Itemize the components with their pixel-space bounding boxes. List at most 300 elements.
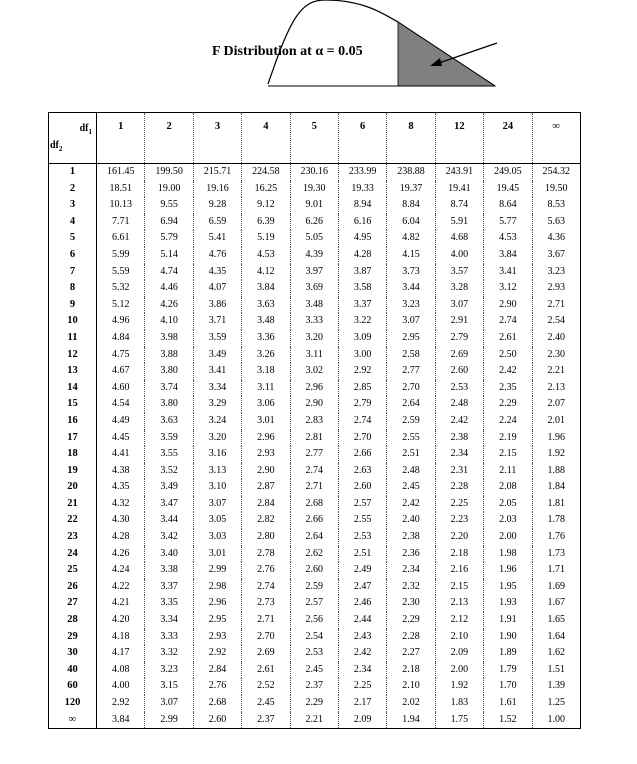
table-cell: 3.84 [484,247,532,264]
figure-title: F Distribution at α = 0.05 [212,44,363,59]
table-cell: 2.34 [338,662,386,679]
table-cell: 6.04 [387,214,435,231]
table-cell: 2.87 [242,479,290,496]
table-cell: 4.53 [242,247,290,264]
table-cell: 3.09 [338,330,386,347]
table-cell: 4.60 [97,380,145,397]
table-cell: 1.73 [547,547,565,559]
table-cell: 4.07 [193,280,241,297]
table-cell: 2.48 [435,396,483,413]
table-cell: 2.71 [290,479,338,496]
row-header: 14 [49,380,97,397]
table-cell: 1.69 [547,580,565,592]
table-cell: 2.44 [338,612,386,629]
table-cell: 3.41 [193,363,241,380]
table-row [49,164,581,181]
table-cell: 2.58 [387,347,435,364]
table-cell: 2.51 [338,546,386,563]
table-cell: 2.40 [547,331,565,343]
table-cell: 2.28 [435,479,483,496]
table-cell: 2.79 [435,330,483,347]
table-cell: 3.35 [145,595,193,612]
table-row [49,363,581,380]
table-row [49,430,581,447]
table-cell: 5.63 [547,215,565,227]
table-cell: 3.52 [145,463,193,480]
table-cell: 2.91 [435,313,483,330]
table-cell: 4.12 [242,264,290,281]
table-cell: 2.93 [547,282,565,294]
table-cell: 3.07 [387,313,435,330]
row-header: 1 [49,164,97,181]
table-cell: 2.54 [290,629,338,646]
table-cell: 4.15 [387,247,435,264]
table-cell: 2.07 [547,398,565,410]
table-cell: 3.16 [193,446,241,463]
table-cell: 2.31 [435,463,483,480]
table-cell: 1.81 [547,497,565,509]
header-row [49,113,581,164]
table-cell: 4.10 [145,313,193,330]
table-cell: 4.68 [435,230,483,247]
table-cell: 2.10 [387,678,435,695]
table-row [49,413,581,430]
table-cell: 10.13 [97,197,145,214]
table-row [49,247,581,264]
table-cell: 3.24 [193,413,241,430]
table-cell: 3.23 [547,265,565,277]
table-cell: 3.07 [145,695,193,712]
table-row [49,280,581,297]
row-header: 29 [49,629,97,646]
table-cell: 3.80 [145,363,193,380]
table-cell: 2.55 [387,430,435,447]
table-cell: 4.30 [97,512,145,529]
table-cell: 3.12 [484,280,532,297]
table-cell: 3.59 [193,330,241,347]
table-row [49,446,581,463]
table-cell: 2.37 [242,712,290,729]
table-cell: 2.45 [290,662,338,679]
table-cell: 3.74 [145,380,193,397]
table-cell: 2.09 [435,645,483,662]
table-cell: 5.19 [242,230,290,247]
table-cell: 2.60 [193,712,241,729]
table-cell: 2.38 [435,430,483,447]
table-row [49,396,581,413]
table-cell: 2.92 [193,645,241,662]
table-cell: 6.16 [338,214,386,231]
table-cell: 4.95 [338,230,386,247]
table-cell: 233.99 [338,164,386,181]
table-cell: 2.00 [484,529,532,546]
table-cell: 1.71 [547,564,565,576]
table-cell: 19.16 [193,181,241,198]
table-row [49,579,581,596]
table-cell: 238.88 [387,164,435,181]
column-header: ∞ [532,113,580,164]
table-cell: 2.95 [193,612,241,629]
table-cell: 2.66 [290,512,338,529]
table-cell: 3.69 [290,280,338,297]
table-cell: 1.89 [484,645,532,662]
table-cell: 2.78 [242,546,290,563]
table-cell: 2.23 [435,512,483,529]
table-cell: 4.38 [97,463,145,480]
table-cell: 2.42 [387,496,435,513]
table-cell: 3.11 [290,347,338,364]
row-header: 20 [49,479,97,496]
column-header: 24 [484,113,532,164]
table-cell: 4.35 [97,479,145,496]
table-cell: 2.96 [242,430,290,447]
table-cell: 5.32 [97,280,145,297]
table-cell: 3.22 [338,313,386,330]
column-header: 1 [97,113,145,164]
table-cell: 2.29 [290,695,338,712]
table-cell: 6.94 [145,214,193,231]
table-cell: 18.51 [97,181,145,198]
table-cell: 3.38 [145,562,193,579]
table-cell: 2.71 [547,298,565,310]
table-cell: 2.05 [484,496,532,513]
table-cell: 2.95 [387,330,435,347]
table-cell: 2.74 [290,463,338,480]
row-header: 23 [49,529,97,546]
table-cell: 4.35 [193,264,241,281]
table-cell: 4.84 [97,330,145,347]
table-cell: 3.80 [145,396,193,413]
table-cell: 2.30 [387,595,435,612]
table-cell: 2.69 [242,645,290,662]
table-cell: 2.37 [290,678,338,695]
table-cell: 19.30 [290,181,338,198]
table-cell: 5.77 [484,214,532,231]
table-cell: 2.90 [290,396,338,413]
table-cell: 2.32 [387,579,435,596]
table-cell: 8.84 [387,197,435,214]
table-cell: 1.92 [547,448,565,460]
table-cell: 3.34 [145,612,193,629]
table-cell: 4.20 [97,612,145,629]
table-cell: 2.29 [387,612,435,629]
table-cell: 1.79 [484,662,532,679]
table-cell: 1.94 [387,712,435,729]
table-row [49,529,581,546]
table-cell: 2.70 [387,380,435,397]
table-cell: 4.67 [97,363,145,380]
table-cell: 3.42 [145,529,193,546]
table-cell: 2.57 [338,496,386,513]
f-table [48,112,581,729]
table-cell: 2.08 [484,479,532,496]
table-cell: 3.97 [290,264,338,281]
table-cell: 2.42 [435,413,483,430]
table-cell: 2.13 [435,595,483,612]
table-cell: 2.85 [338,380,386,397]
table-cell: 3.73 [387,264,435,281]
table-cell: 1.96 [484,562,532,579]
table-cell: 5.05 [290,230,338,247]
table-cell: 2.83 [290,413,338,430]
table-cell: 3.84 [97,712,145,729]
table-cell: 3.63 [145,413,193,430]
table-cell: 2.27 [387,645,435,662]
table-body [49,164,581,729]
table-cell: 254.32 [542,166,570,177]
table-row [49,264,581,281]
table-cell: 19.45 [484,181,532,198]
row-header: 8 [49,280,97,297]
table-cell: 215.71 [193,164,241,181]
df2-label: $df_2$ [50,140,63,153]
table-cell: 2.60 [290,562,338,579]
table-cell: 1.51 [547,663,565,675]
row-header: 17 [49,430,97,447]
table-cell: 3.34 [193,380,241,397]
table-cell: 2.25 [338,678,386,695]
table-cell: 1.88 [547,464,565,476]
row-header: 11 [49,330,97,347]
table-cell: 9.28 [193,197,241,214]
table-cell: 2.15 [435,579,483,596]
table-row [49,463,581,480]
row-header: 19 [49,463,97,480]
table-cell: 5.79 [145,230,193,247]
table-cell: 2.84 [193,662,241,679]
row-header: ∞ [49,712,97,729]
table-cell: 1.52 [484,712,532,729]
table-cell: 3.06 [242,396,290,413]
table-cell: 2.03 [484,512,532,529]
row-header: 28 [49,612,97,629]
table-cell: 5.91 [435,214,483,231]
table-cell: 4.17 [97,645,145,662]
table-cell: 3.57 [435,264,483,281]
table-cell: 2.90 [242,463,290,480]
table-cell: 3.23 [387,297,435,314]
table-cell: 4.26 [97,546,145,563]
row-header: 5 [49,230,97,247]
row-header: 25 [49,562,97,579]
table-cell: 19.50 [544,182,568,194]
table-cell: 6.61 [97,230,145,247]
table-cell: 2.49 [338,562,386,579]
table-cell: 5.12 [97,297,145,314]
table-cell: 5.14 [145,247,193,264]
table-cell: 3.67 [547,248,565,260]
table-cell: 2.13 [547,381,565,393]
row-header: 16 [49,413,97,430]
table-cell: 5.59 [97,264,145,281]
table-cell: 2.29 [484,396,532,413]
table-cell: 3.86 [193,297,241,314]
table-cell: 2.64 [290,529,338,546]
column-header: 12 [435,113,483,164]
table-cell: 4.54 [97,396,145,413]
table-cell: 4.36 [547,232,565,244]
table-cell: 230.16 [290,164,338,181]
table-cell: 8.94 [338,197,386,214]
table-cell: 19.33 [338,181,386,198]
table-row [49,479,581,496]
table-cell: 3.84 [242,280,290,297]
row-header: 2 [49,181,97,198]
table-cell: 2.69 [435,347,483,364]
corner-cell [49,113,97,164]
table-cell: 2.70 [242,629,290,646]
table-cell: 8.74 [435,197,483,214]
table-cell: 2.21 [290,712,338,729]
table-cell: 3.63 [242,297,290,314]
table-cell: 2.18 [387,662,435,679]
table-cell: 2.59 [290,579,338,596]
table-row [49,629,581,646]
table-cell: 4.82 [387,230,435,247]
table-cell: 1.25 [547,697,565,708]
table-cell: 2.30 [547,348,565,360]
row-header: 27 [49,595,97,612]
table-cell: 2.40 [387,512,435,529]
row-header: 21 [49,496,97,513]
table-row [49,695,581,712]
table-cell: 19.37 [387,181,435,198]
table-cell: 243.91 [435,164,483,181]
row-header: 26 [49,579,97,596]
table-cell: 2.92 [97,695,145,712]
table-cell: 3.01 [242,413,290,430]
table-cell: 2.57 [290,595,338,612]
table-cell: 4.46 [145,280,193,297]
column-header: 3 [193,113,241,164]
table-cell: 3.20 [290,330,338,347]
table-cell: 2.99 [193,562,241,579]
table-cell: 3.01 [193,546,241,563]
table-cell: 2.02 [387,695,435,712]
table-cell: 1.96 [547,431,565,443]
table-cell: 3.37 [338,297,386,314]
table-row [49,330,581,347]
table-cell: 2.92 [338,363,386,380]
table-cell: 2.70 [338,430,386,447]
table-cell: 2.34 [435,446,483,463]
table-row [49,562,581,579]
table-row [49,214,581,231]
table-cell: 7.71 [97,214,145,231]
table-cell: 1.75 [435,712,483,729]
table-cell: 4.39 [290,247,338,264]
column-header: 5 [290,113,338,164]
table-cell: 4.26 [145,297,193,314]
table-cell: 3.33 [290,313,338,330]
table-cell: 1.92 [435,678,483,695]
table-cell: 3.07 [193,496,241,513]
table-cell: 2.61 [484,330,532,347]
table-cell: 2.17 [338,695,386,712]
table-cell: 2.46 [338,595,386,612]
table-cell: 2.45 [242,695,290,712]
table-cell: 8.53 [547,199,565,211]
table-cell: 4.75 [97,347,145,364]
table-cell: 2.24 [484,413,532,430]
table-cell: 2.16 [435,562,483,579]
table-cell: 3.23 [145,662,193,679]
table-row [49,645,581,662]
table-cell: 2.53 [290,645,338,662]
table-cell: 3.33 [145,629,193,646]
row-header: 3 [49,197,97,214]
table-cell: 3.13 [193,463,241,480]
table-cell: 2.52 [242,678,290,695]
table-cell: 4.21 [97,595,145,612]
table-cell: 2.20 [435,529,483,546]
table-row [49,181,581,198]
table-cell: 3.44 [145,512,193,529]
table-cell: 2.74 [484,313,532,330]
table-row [49,678,581,695]
row-header: 22 [49,512,97,529]
table-cell: 3.18 [242,363,290,380]
table-cell: 3.11 [242,380,290,397]
table-row [49,197,581,214]
table-cell: 3.40 [145,546,193,563]
table-cell: 4.53 [484,230,532,247]
table-cell: 4.32 [97,496,145,513]
table-cell: 6.59 [193,214,241,231]
table-cell: 19.00 [145,181,193,198]
table-cell: 3.36 [242,330,290,347]
table-cell: 3.55 [145,446,193,463]
table-cell: 2.47 [338,579,386,596]
table-cell: 2.63 [338,463,386,480]
table-cell: 3.41 [484,264,532,281]
table-cell: 2.96 [193,595,241,612]
table-cell: 4.28 [97,529,145,546]
table-cell: 4.18 [97,629,145,646]
table-cell: 2.11 [484,463,532,480]
row-header: 15 [49,396,97,413]
row-header: 30 [49,645,97,662]
table-cell: 3.07 [435,297,483,314]
table-cell: 3.37 [145,579,193,596]
table-cell: 19.41 [435,181,483,198]
table-cell: 1.98 [484,546,532,563]
table-cell: 2.77 [387,363,435,380]
table-cell: 2.68 [193,695,241,712]
table-cell: 2.53 [338,529,386,546]
table-cell: 1.93 [484,595,532,612]
table-cell: 249.05 [484,164,532,181]
table-cell: 2.48 [387,463,435,480]
row-header: 4 [49,214,97,231]
table-cell: 2.18 [435,546,483,563]
table-cell: 2.61 [242,662,290,679]
table-cell: 4.28 [338,247,386,264]
table-cell: 3.05 [193,512,241,529]
table-cell: 3.59 [145,430,193,447]
table-cell: 2.93 [193,629,241,646]
table-row [49,347,581,364]
table-cell: 2.42 [484,363,532,380]
table-cell: 4.76 [193,247,241,264]
table-cell: 3.87 [338,264,386,281]
table-cell: 2.42 [338,645,386,662]
table-cell: 1.84 [547,481,565,493]
table-cell: 4.00 [97,678,145,695]
table-cell: 2.01 [547,414,565,426]
table-cell: 1.70 [484,678,532,695]
table-row [49,496,581,513]
